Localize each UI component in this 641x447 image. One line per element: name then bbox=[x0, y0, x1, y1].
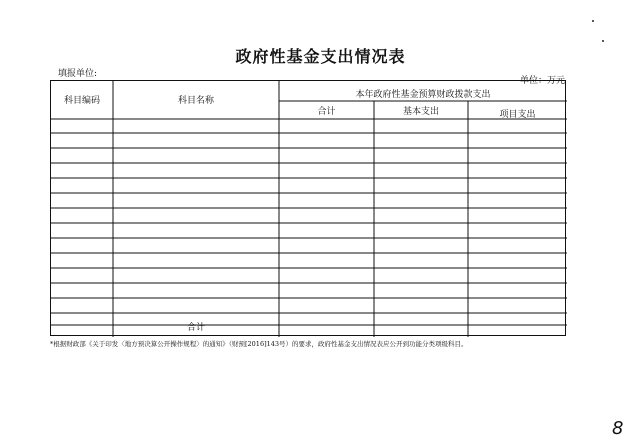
header-basic-expenditure: 基本支出 bbox=[402, 107, 439, 117]
page-number: 8 bbox=[612, 418, 624, 439]
expenditure-table bbox=[50, 80, 566, 336]
fill-unit-label: 填报单位: bbox=[58, 69, 98, 79]
unit-label: 单位：万元 bbox=[520, 76, 566, 86]
scan-speck bbox=[602, 40, 604, 42]
footnote: *根据财政部《关于印发〈地方预决算公开操作规程〉的通知》（财预[2016]143号）的要求，政府性基金支出情况表应公开到功能分类项级科目。 bbox=[50, 340, 468, 348]
header-total: 合计 bbox=[317, 107, 336, 117]
header-subject-name: 科目名称 bbox=[177, 96, 214, 106]
scan-speck bbox=[592, 20, 594, 22]
header-project-expenditure: 项目支出 bbox=[499, 110, 536, 120]
header-subject-code: 科目编码 bbox=[63, 96, 100, 106]
total-row-label: 合计 bbox=[186, 323, 205, 333]
header-group-fund-expenditure: 本年政府性基金预算财政拨款支出 bbox=[355, 90, 491, 100]
page-title: 政府性基金支出情况表 bbox=[235, 47, 406, 66]
